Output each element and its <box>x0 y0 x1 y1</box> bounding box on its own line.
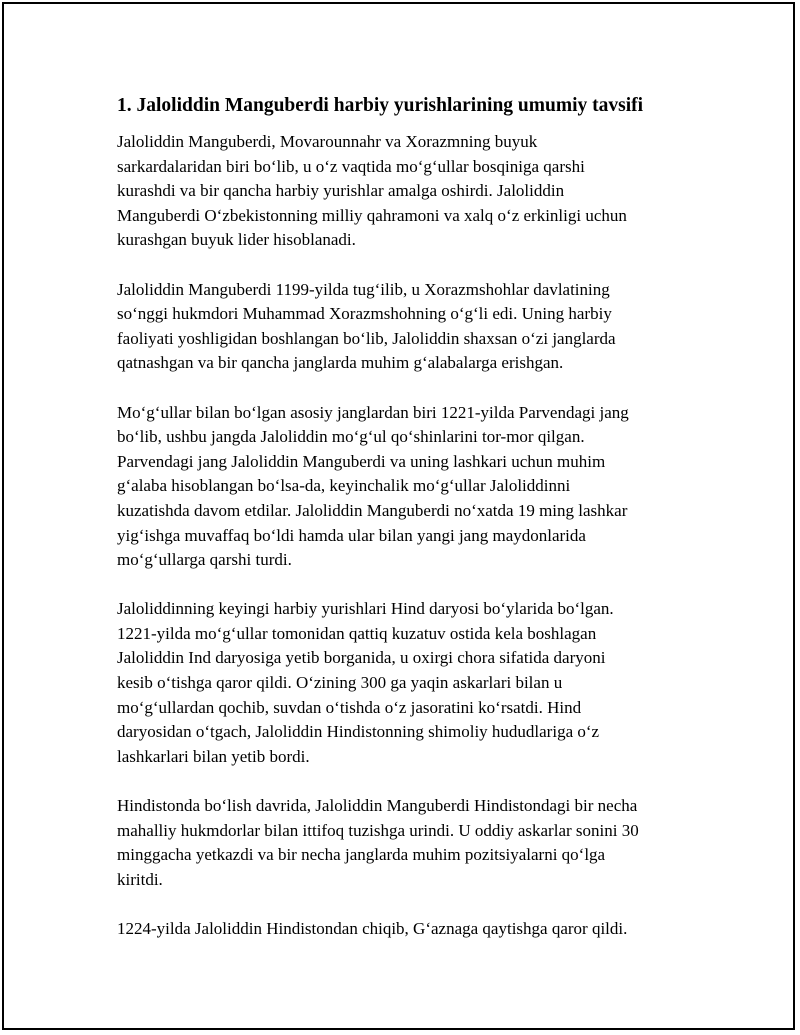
paragraph-india-period: Hindistonda bo‘lish davrida, Jaloliddin Manguberdi Hindistondagi bir necha mahalliy hukmdorlar bilan ittifoq tuzishga urindi. U oddiy askarlar sonini 30 minggacha yetkazdi va bir necha janglarda muhim pozitsiyalarni qo‘lga kiritdi. <box>117 796 639 889</box>
document-body <box>117 92 697 966</box>
paragraph-return-ghazni: 1224-yilda Jaloliddin Hindistondan chiqib, G‘aznaga qaytishga qaror qildi. <box>117 919 628 938</box>
paragraph-intro: Jaloliddin Manguberdi, Movarounnahr va Xorazmning buyuk sarkardalaridan biri bo‘lib, u o‘z vaqtida mo‘g‘ullar bosqiniga qarshi kurashdi va bir qancha harbiy yurishlar amalga oshirdi. Jaloliddin Manguberdi O‘zbekistonning milliy qahramoni va xalq o‘z erkinligi uchun kurashgan buyuk lider hisoblanadi. <box>117 132 627 250</box>
paragraph-parvan-battle: Mo‘g‘ullar bilan bo‘lgan asosiy janglardan biri 1221-yilda Parvendagi jang bo‘lib, ushbu jangda Jaloliddin mo‘g‘ul qo‘shinlarini tor-mor qilgan. Parvendagi jang Jaloliddin Manguberdi va uning lashkari uchun muhim g‘alaba hisoblangan bo‘lsa-da, keyinchalik mo‘g‘ullar Jaloliddinni kuzatishda davom etdilar. Jaloliddin Manguberdi no‘xatda 19 ming lashkar yig‘ishga muvaffaq bo‘ldi hamda ular bilan yangi jang maydonlarida mo‘g‘ullarga qarshi turdi. <box>117 402 629 570</box>
paragraph-early-life: Jaloliddin Manguberdi 1199-yilda tug‘ilib, u Xorazmshohlar davlatining so‘nggi hukmdori Muhammad Xorazmshohning o‘g‘li edi. Uning harbiy faoliyati yoshligidan boshlangan bo‘lib, Jaloliddin shaxsan o‘zi janglarda qatnashgan va bir qancha janglarda muhim g‘alabalarga erishgan. <box>117 279 616 373</box>
paragraph-indus-crossing: Jaloliddinning keyingi harbiy yurishlari Hind daryosi bo‘ylarida bo‘lgan. 1221-yilda mo‘g‘ullar tomonidan qattiq kuzatuv ostida kela boshlagan Jaloliddin Ind daryosiga yetib borganida, u oxirgi chora sifatida daryoni kesib o‘tishga qaror qildi. O‘zining 300 ga yaqin askarlari bilan u mo‘g‘ullardan qochib, suvdan o‘tishda o‘z jasoratini ko‘rsatdi. Hind daryosidan o‘tgach, Jaloliddin Hindistonning shimoliy hududlariga o‘z lashkarlari bilan yetib bordi. <box>117 599 614 766</box>
document-title: 1. Jaloliddin Manguberdi harbiy yurishlarining umumiy tavsifi <box>117 95 644 116</box>
